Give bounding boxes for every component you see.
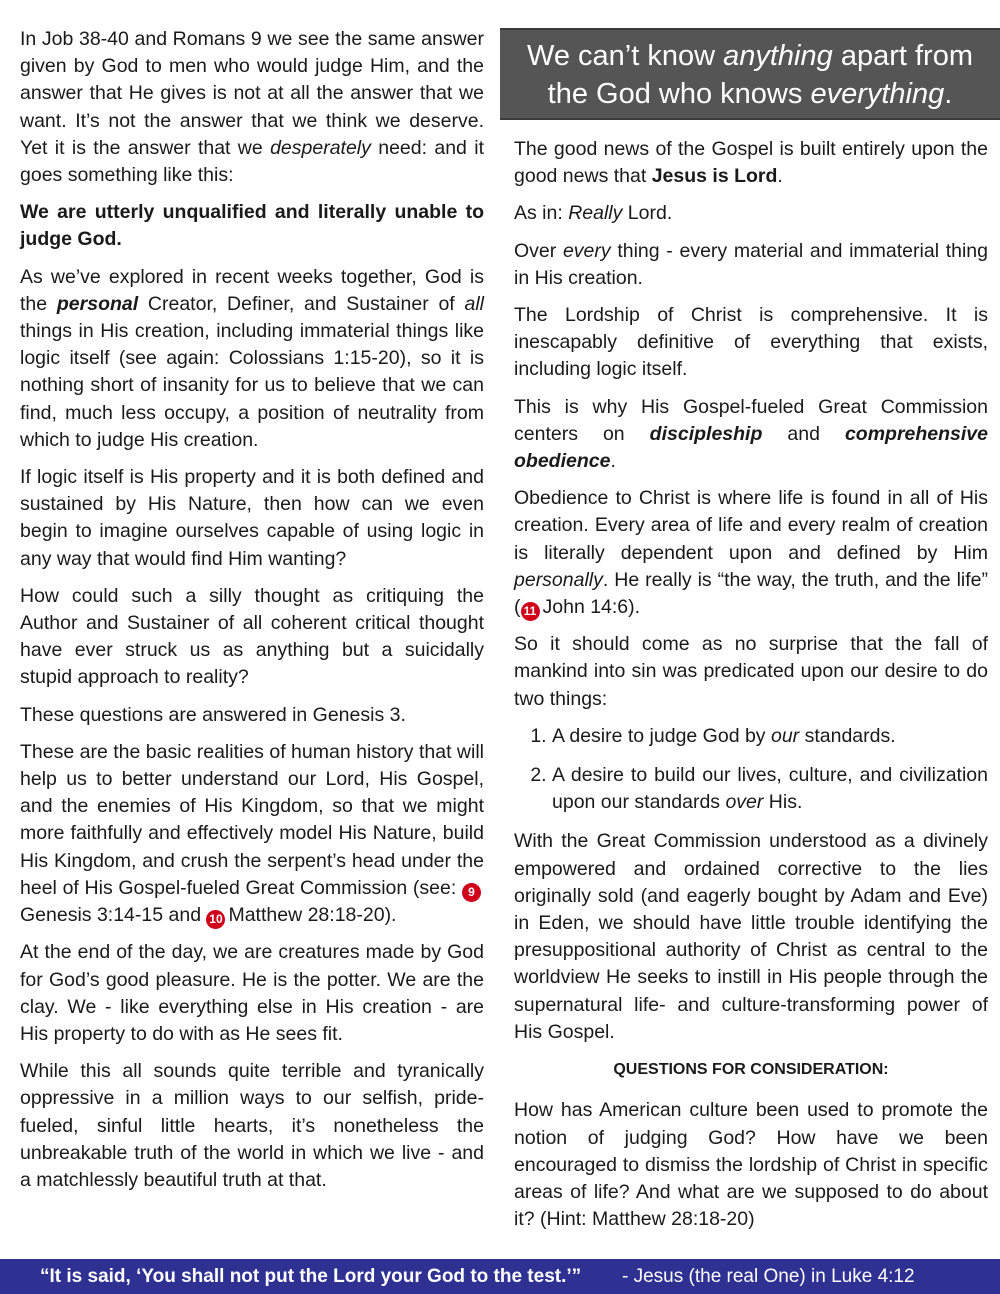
paragraph: How has American culture been used to promote the notion of judging God? How have we been encouraged to dismiss the lordship of Christ in specific areas of life? And what are we supposed to do about it? (Hint: Matthew 28:18-20) <box>514 1099 988 1231</box>
paragraph: So it should come as no surprise that the fall of mankind into sin was predicated upon our desire to do two things: <box>514 633 988 710</box>
paragraph: While this all sounds quite terrible and tyranically oppressive in a million ways to our selfish, pride-fueled, sinful little hearts, it’s nonetheless the unbreakable truth of the world in which we live - and a matchlessly beautiful truth at that. <box>20 1060 484 1191</box>
paragraph: If logic itself is His property and it is both defined and sustained by His Nature, then how can we even begin to imagine ourselves capable of using logic in any way that would find Him wanting? <box>20 466 484 570</box>
paragraph: This is why His Gospel-fueled Great Commission centers on discipleship and comprehensive obedience. <box>514 395 988 473</box>
paragraph: The good news of the Gospel is built entirely upon the good news that Jesus is Lord. <box>514 138 988 188</box>
lead-statement: We are utterly unqualified and literally unable to judge God. <box>20 201 484 251</box>
paragraph: As in: Really Lord. <box>514 202 673 225</box>
footnote-badge-9: 9 <box>462 883 481 902</box>
paragraph: At the end of the day, we are creatures made by God for God’s good pleasure. He is the potter. We are the clay. We - like everything else in His creation - are His property to do with as He sees fit. <box>20 941 484 1045</box>
paragraph: Obedience to Christ is where life is found in all of His creation. Every area of life and every realm of creation is literally dependent upon and defined by Him personally. He really is “the way, the truth, and the life” ( 11 John 14:6). <box>514 485 988 621</box>
paragraph: These questions are answered in Genesis 3. <box>20 703 406 726</box>
paragraph: The Lordship of Christ is comprehensive. It is inescapably definitive of everything that exists, including logic itself. <box>514 304 988 381</box>
questions-heading: QUESTIONS FOR CONSIDERATION: <box>613 1061 889 1079</box>
footer-attribution: - Jesus (the real One) in Luke 4:12 <box>622 1266 915 1287</box>
callout-line-1: We can’t know anything apart from <box>527 40 973 72</box>
desire-list <box>514 723 988 817</box>
paragraph: These are the basic realities of human history that will help us to better understand our Lord, His Gospel, and the enemies of His Kingdom, so that we might more faithfully and effectively model His Nature, build His Kingdom, and crush the serpent’s head under the heel of His Gospel-fueled Great Commission (see: 9Genesis 3:14-15 and 10 Matthew 28:18-20). <box>20 739 484 929</box>
paragraph: In Job 38-40 and Romans 9 we see the same answer given by God to men who would judge Him, and the answer that He gives is not at all the answer that we want. It’s not the answer that we think we deserve. Yet it is the answer that we desperately need: and it goes something like this: <box>20 28 484 187</box>
right-column <box>514 136 988 1243</box>
footnote-badge-11: 11 <box>521 602 540 621</box>
list-item: 2. A desire to build our lives, culture, and civilization upon our standards over His. <box>552 762 988 816</box>
footer-banner <box>0 1259 1000 1294</box>
left-column <box>20 26 484 1204</box>
paragraph: Over every thing - every material and immaterial thing in His creation. <box>514 239 988 289</box>
footnote-badge-10: 10 <box>206 910 225 929</box>
callout-box <box>500 28 1000 120</box>
paragraph: As we’ve explored in recent weeks together, God is the personal Creator, Definer, and Sustainer of all things in His creation, including immaterial things like logic itself (see again: Colossians 1:15-20), so it is nothing short of insanity for us to believe that we can find, much less occupy, a position of neutrality from which to judge His creation. <box>20 265 484 451</box>
paragraph: How could such a silly thought as critiquing the Author and Sustainer of all coherent critical thought have ever struck us as anything but a suicidally stupid approach to reality? <box>20 584 484 689</box>
footer-quote: “It is said, ‘You shall not put the Lord your God to the test.’” <box>40 1266 582 1287</box>
list-item: 1. A desire to judge God by our standards. <box>552 723 988 750</box>
paragraph: With the Great Commission understood as a divinely empowered and ordained corrective to the lies originally sold (and eagerly bought by Adam and Eve) in Eden, we should have little trouble identifying the presuppositional authority of Christ as central to the worldview He seeks to instill in His people through the supernatural life- and culture-transforming power of His Gospel. <box>514 830 988 1043</box>
callout-line-2: the God who knows everything. <box>547 78 953 110</box>
